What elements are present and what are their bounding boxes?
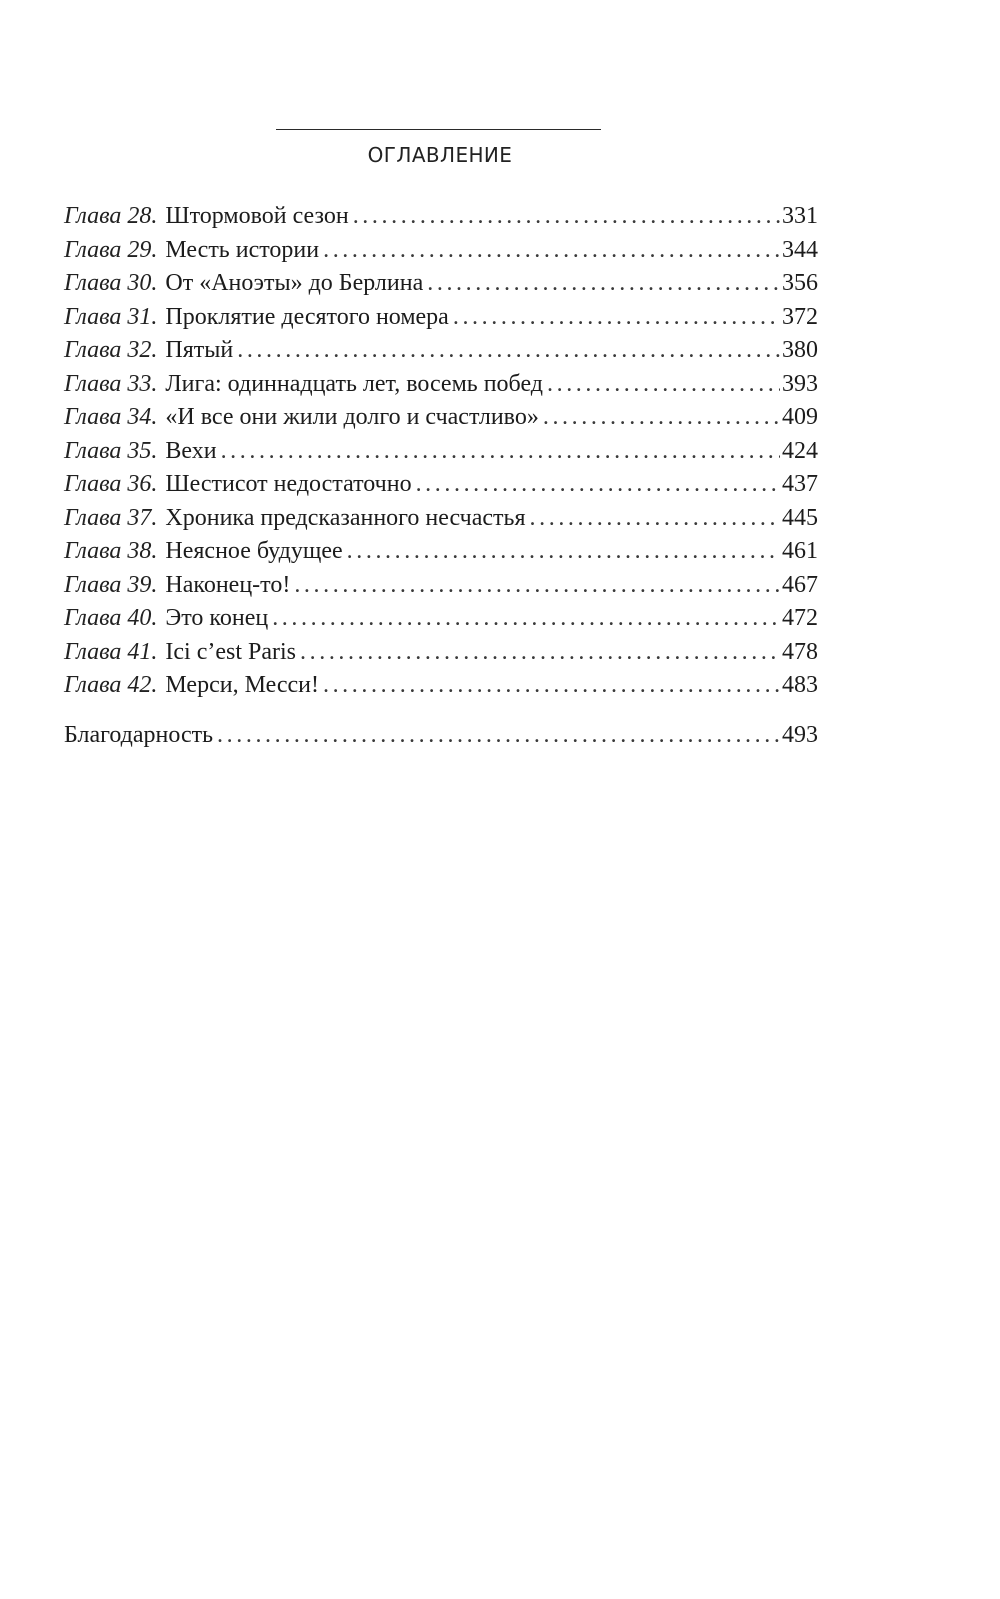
dot-leader: [323, 672, 780, 699]
toc-entry-37: [64, 505, 818, 539]
toc-entry-acknowledgements: [64, 722, 818, 756]
dot-leader: [347, 538, 780, 565]
dot-leader: [272, 605, 780, 632]
toc-entry-28: [64, 203, 818, 237]
toc-entry-41: [64, 639, 818, 673]
toc-entry-30: [64, 270, 818, 304]
page-number: 472: [782, 605, 818, 631]
chapter-title: Это конец: [165, 605, 269, 631]
dot-leader: [237, 337, 780, 364]
chapter-title: Лига: одиннадцать лет, восемь побед: [165, 370, 543, 397]
dot-leader: [416, 471, 780, 498]
chapter-label: Глава 35.: [64, 437, 158, 464]
dot-leader: [294, 572, 780, 599]
page-number: 424: [782, 437, 818, 464]
dot-leader: [323, 237, 780, 264]
dot-leader: [547, 371, 780, 398]
table-of-contents: [64, 203, 818, 755]
page-number: 344: [782, 236, 818, 263]
chapter-label: Глава 31.: [64, 303, 158, 330]
page-number: 483: [782, 672, 818, 698]
chapter-title: Штормовой сезон: [165, 203, 349, 229]
chapter-label: Глава 36.: [64, 471, 158, 497]
dot-leader: [221, 438, 780, 465]
chapter-label: Глава 33.: [64, 370, 158, 397]
chapter-title: Ici c’est Paris: [165, 638, 297, 665]
dot-leader: [543, 404, 780, 431]
chapter-title: От «Аноэты» до Берлина: [165, 270, 424, 296]
dot-leader: [300, 639, 780, 666]
chapter-label: Глава 30.: [64, 270, 158, 296]
page-number: 493: [782, 721, 818, 748]
chapter-title: Вехи: [165, 437, 217, 464]
chapter-title: Шестисот недостаточно: [165, 471, 412, 497]
toc-heading: ОГЛАВЛЕНИЕ: [367, 143, 513, 167]
toc-entry-34: [64, 404, 818, 438]
page-number: 467: [782, 571, 818, 598]
page-number: 461: [782, 538, 818, 564]
chapter-label: Глава 29.: [64, 236, 158, 263]
toc-entry-31: [64, 304, 818, 338]
chapter-label: Глава 42.: [64, 672, 158, 698]
page-number: 393: [782, 370, 818, 397]
page-number: 478: [782, 638, 818, 665]
chapter-title: Проклятие десятого номера: [165, 303, 449, 330]
toc-entry-29: [64, 237, 818, 271]
chapter-label: Глава 39.: [64, 571, 158, 598]
chapter-title: Мерси, Месси!: [165, 672, 319, 698]
dot-leader: [353, 203, 780, 230]
dot-leader: [427, 270, 780, 297]
top-rule: [276, 129, 601, 130]
dot-leader: [453, 304, 780, 331]
page-number: 372: [782, 303, 818, 330]
chapter-title: Месть истории: [165, 236, 320, 263]
toc-entry-32: [64, 337, 818, 371]
page-number: 380: [782, 337, 818, 363]
toc-entry-42: [64, 672, 818, 706]
chapter-label: Глава 37.: [64, 504, 158, 531]
toc-entry-36: [64, 471, 818, 505]
chapter-label: Глава 32.: [64, 337, 158, 363]
page-number: 445: [782, 504, 818, 531]
dot-leader: [217, 722, 780, 749]
page-number: 356: [782, 270, 818, 296]
chapter-label: Глава 28.: [64, 203, 158, 229]
chapter-title: «И все они жили долго и счастливо»: [165, 404, 539, 430]
dot-leader: [530, 505, 780, 532]
page-number: 409: [782, 404, 818, 430]
toc-entry-35: [64, 438, 818, 472]
chapter-title: Хроника предсказанного несчастья: [165, 504, 526, 531]
chapter-title: Пятый: [165, 337, 234, 363]
chapter-label: Глава 40.: [64, 605, 158, 631]
page-number: 437: [782, 471, 818, 497]
chapter-title: Наконец-то!: [165, 571, 291, 598]
chapter-label: Глава 38.: [64, 538, 158, 564]
toc-entry-40: [64, 605, 818, 639]
toc-entry-38: [64, 538, 818, 572]
acknowledgements-title: Благодарность: [64, 721, 214, 748]
chapter-label: Глава 41.: [64, 638, 158, 665]
toc-entry-33: [64, 371, 818, 405]
page-number: 331: [782, 203, 818, 229]
toc-entry-39: [64, 572, 818, 606]
chapter-title: Неясное будущее: [165, 538, 343, 564]
chapter-label: Глава 34.: [64, 404, 158, 430]
